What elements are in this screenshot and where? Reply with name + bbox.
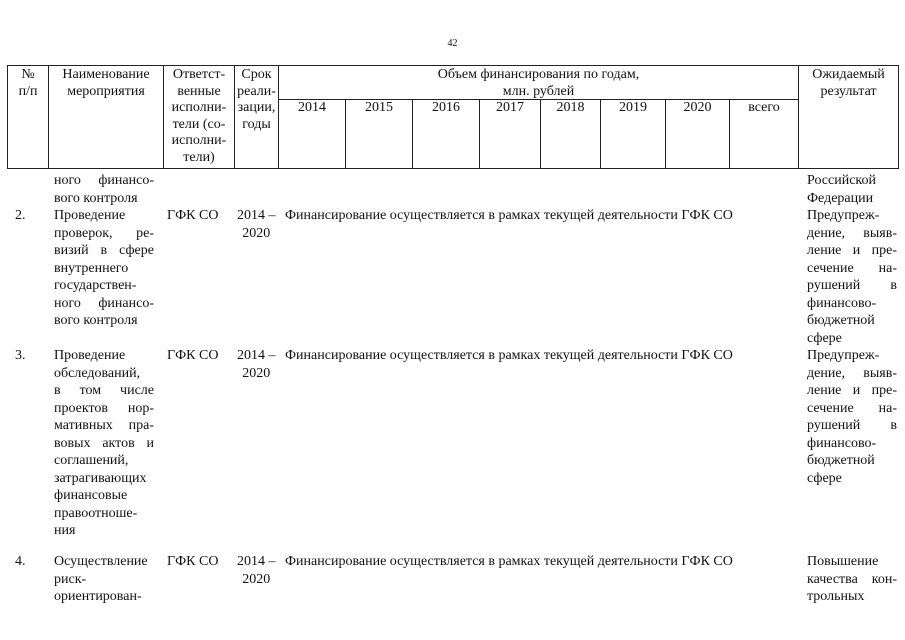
row-result: Предупреж- дение, выяв- ление и пре- сечение на- рушений в финансово- бюджетной сфере	[807, 208, 897, 346]
row-responsible: ГФК СО	[167, 348, 219, 363]
row-financing: Финансирование осуществляется в рамках текущей деятельности ГФК СО	[285, 554, 733, 569]
row-result: Повышение качества кон- трольных	[807, 554, 897, 604]
header-year: 2019	[619, 100, 647, 115]
row-number: 2.	[15, 208, 26, 223]
header-responsible: Ответст- венные исполни- тели (со- исполни- тели)	[171, 67, 227, 165]
header-num: № п/п	[18, 67, 38, 99]
header-total: всего	[748, 100, 780, 115]
row-responsible: ГФК СО	[167, 208, 219, 223]
header-year: 2014	[298, 100, 326, 115]
row-period: 2014 – 2020	[237, 208, 276, 241]
row-number: 4.	[15, 554, 26, 569]
row-period: 2014 – 2020	[237, 554, 276, 587]
table-header-bottom	[7, 168, 899, 169]
row-result: Предупреж- дение, выяв- ление и пре- сечение на- рушений в финансово- бюджетной сфере	[807, 348, 897, 486]
header-year: 2016	[432, 100, 460, 115]
header-year: 2018	[556, 100, 585, 115]
row-responsible: ГФК СО	[167, 554, 219, 569]
continuation-name: ного финансо- вого контроля	[54, 173, 154, 206]
header-year: 2015	[365, 100, 393, 115]
row-period: 2014 – 2020	[237, 348, 276, 381]
row-financing: Финансирование осуществляется в рамках текущей деятельности ГФК СО	[285, 208, 733, 223]
header-year: 2020	[683, 100, 712, 115]
header-name: Наименование мероприятия	[62, 67, 150, 99]
row-number: 3.	[15, 348, 26, 363]
table-top-border	[7, 65, 899, 66]
header-year: 2017	[496, 100, 524, 115]
row-financing: Финансирование осуществляется в рамках текущей деятельности ГФК СО	[285, 348, 733, 363]
header-result: Ожидаемый результат	[812, 67, 885, 99]
continuation-result: Российской Федерации	[807, 173, 876, 206]
header-funding: Объем финансирования по годам, млн. рублей	[437, 67, 640, 99]
row-name: Проведение обследований, в том числе проектов нор- мативных пра- вовых актов и соглашений, затрагивающих финансовые правоотноше- ния	[54, 348, 154, 538]
page-number: 42	[447, 38, 458, 49]
col-border	[898, 65, 899, 169]
header-terms: Срок реали- зации, годы	[237, 67, 276, 132]
row-name: Проведение проверок, ре- визий в сфере внутреннего государствен- ного финансо- вого контроля	[54, 208, 154, 328]
row-name: Осуществление риск- ориентирован-	[54, 554, 148, 604]
